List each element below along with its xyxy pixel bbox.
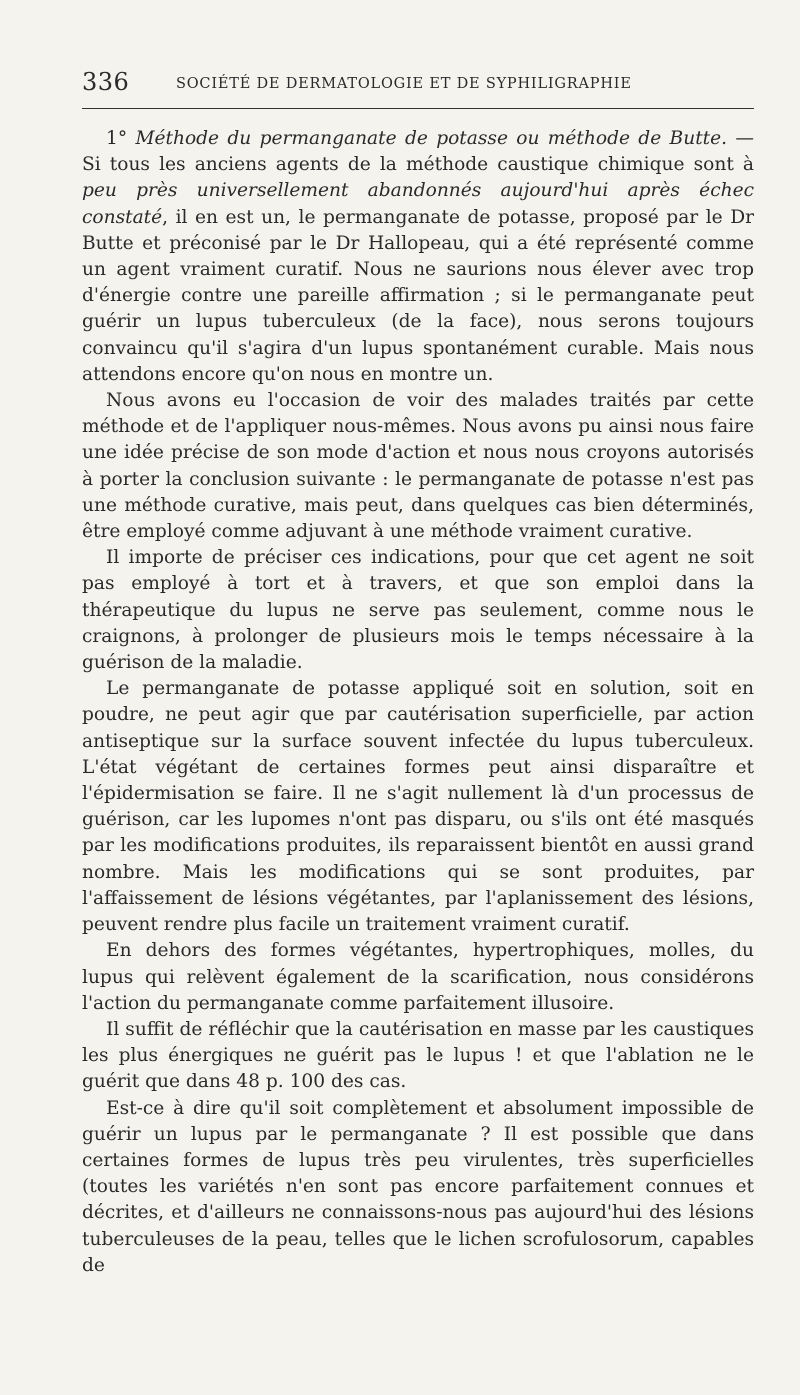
- body-text: [82, 126, 754, 1279]
- running-title: SOCIÉTÉ DE DERMATOLOGIE ET DE SYPHILIGRAPHIE: [176, 76, 632, 92]
- header-rule: [82, 108, 754, 109]
- paragraph: Nous avons eu l'occasion de voir des malades traités par cette méthode et de l'appliquer nous-mêmes. Nous avons pu ainsi nous faire une idée précise de son mode d'action et nous nous croyons autorisés à porter la conclusion suivante : le permanganate de potasse n'est pas une méthode curative, mais peut, dans quelques cas bien déterminés, être employé comme adjuvant à une méthode vraiment curative.: [82, 390, 754, 543]
- paragraph: Est-ce à dire qu'il soit complètement et absolument impossible de guérir un lupus par le permanganate ? Il est possible que dans certaines formes de lupus très peu virulentes, très superficielles (toutes les variétés n'en sont pas encore parfaitement connues et décrites, et d'ailleurs ne connaissons-nous pas aujourd'hui des lésions tuberculeuses de la peau, telles que le lichen scrofulosorum, capables de: [82, 1097, 754, 1276]
- paragraph: Il suffit de réfléchir que la cautérisation en masse par les caustiques les plus énergiques ne guérit pas le lupus ! et que l'ablation ne le guérit que dans 48 p. 100 des cas.: [82, 1018, 754, 1093]
- paragraph: Il importe de préciser ces indications, pour que cet agent ne soit pas employé à tort et à travers, et que son emploi dans la thérapeutique du lupus ne serve pas seulement, comme nous le craignons, à prolonger de plusieurs mois le temps nécessaire à la guérison de la maladie.: [82, 547, 754, 674]
- page-header: [82, 68, 754, 102]
- section-number: 1°: [106, 128, 136, 149]
- page-number: 336: [82, 68, 130, 96]
- paragraph: Le permanganate de potasse appliqué soit en solution, soit en poudre, ne peut agir que par cautérisation superficielle, par action antiseptique sur la surface souvent infectée du lupus tuberculeux. L'état végétant de certaines formes peut ainsi disparaître et l'épidermisation se faire. Il ne s'agit nullement là d'un processus de guérison, car les lupomes n'ont pas disparu, ou s'ils ont été masqués par les modifications produites, ils reparaissent bientôt en aussi grand nombre. Mais les modifications qui se sont produites, par l'affaissement de lésions végétantes, par l'aplanissement des lésions, peuvent rendre plus facile un traitement vraiment curatif.: [82, 678, 754, 936]
- paragraph: [82, 126, 754, 388]
- paragraph-text: , il en est un, le permanganate de potasse, proposé par le Dr Butte et préconisé par le Dr Hallopeau, qui a été représenté comme un agent vraiment curatif. Nous ne saurions nous élever avec trop d'énergie contre une pareille affirmation ; si le permanganate peut guérir un lupus tuberculeux (de la face), nous serons toujours convaincu qu'il s'agira d'un lupus spontanément curable. Mais nous attendons encore qu'on nous en montre un.: [82, 206, 754, 385]
- paragraph-text: — Si tous les anciens agents de la méthode caustique chimique sont à: [82, 128, 754, 176]
- paragraph: En dehors des formes végétantes, hypertrophiques, molles, du lupus qui relèvent également de la scarification, nous considérons l'action du permanganate comme parfaitement illusoire.: [82, 940, 754, 1014]
- italic-phrase: peu près universellement abandonnés aujourd'hui après échec constaté: [82, 180, 754, 228]
- document-page: [82, 68, 754, 1276]
- section-title: Méthode du permanganate de potasse ou méthode de Butte.: [135, 128, 728, 149]
